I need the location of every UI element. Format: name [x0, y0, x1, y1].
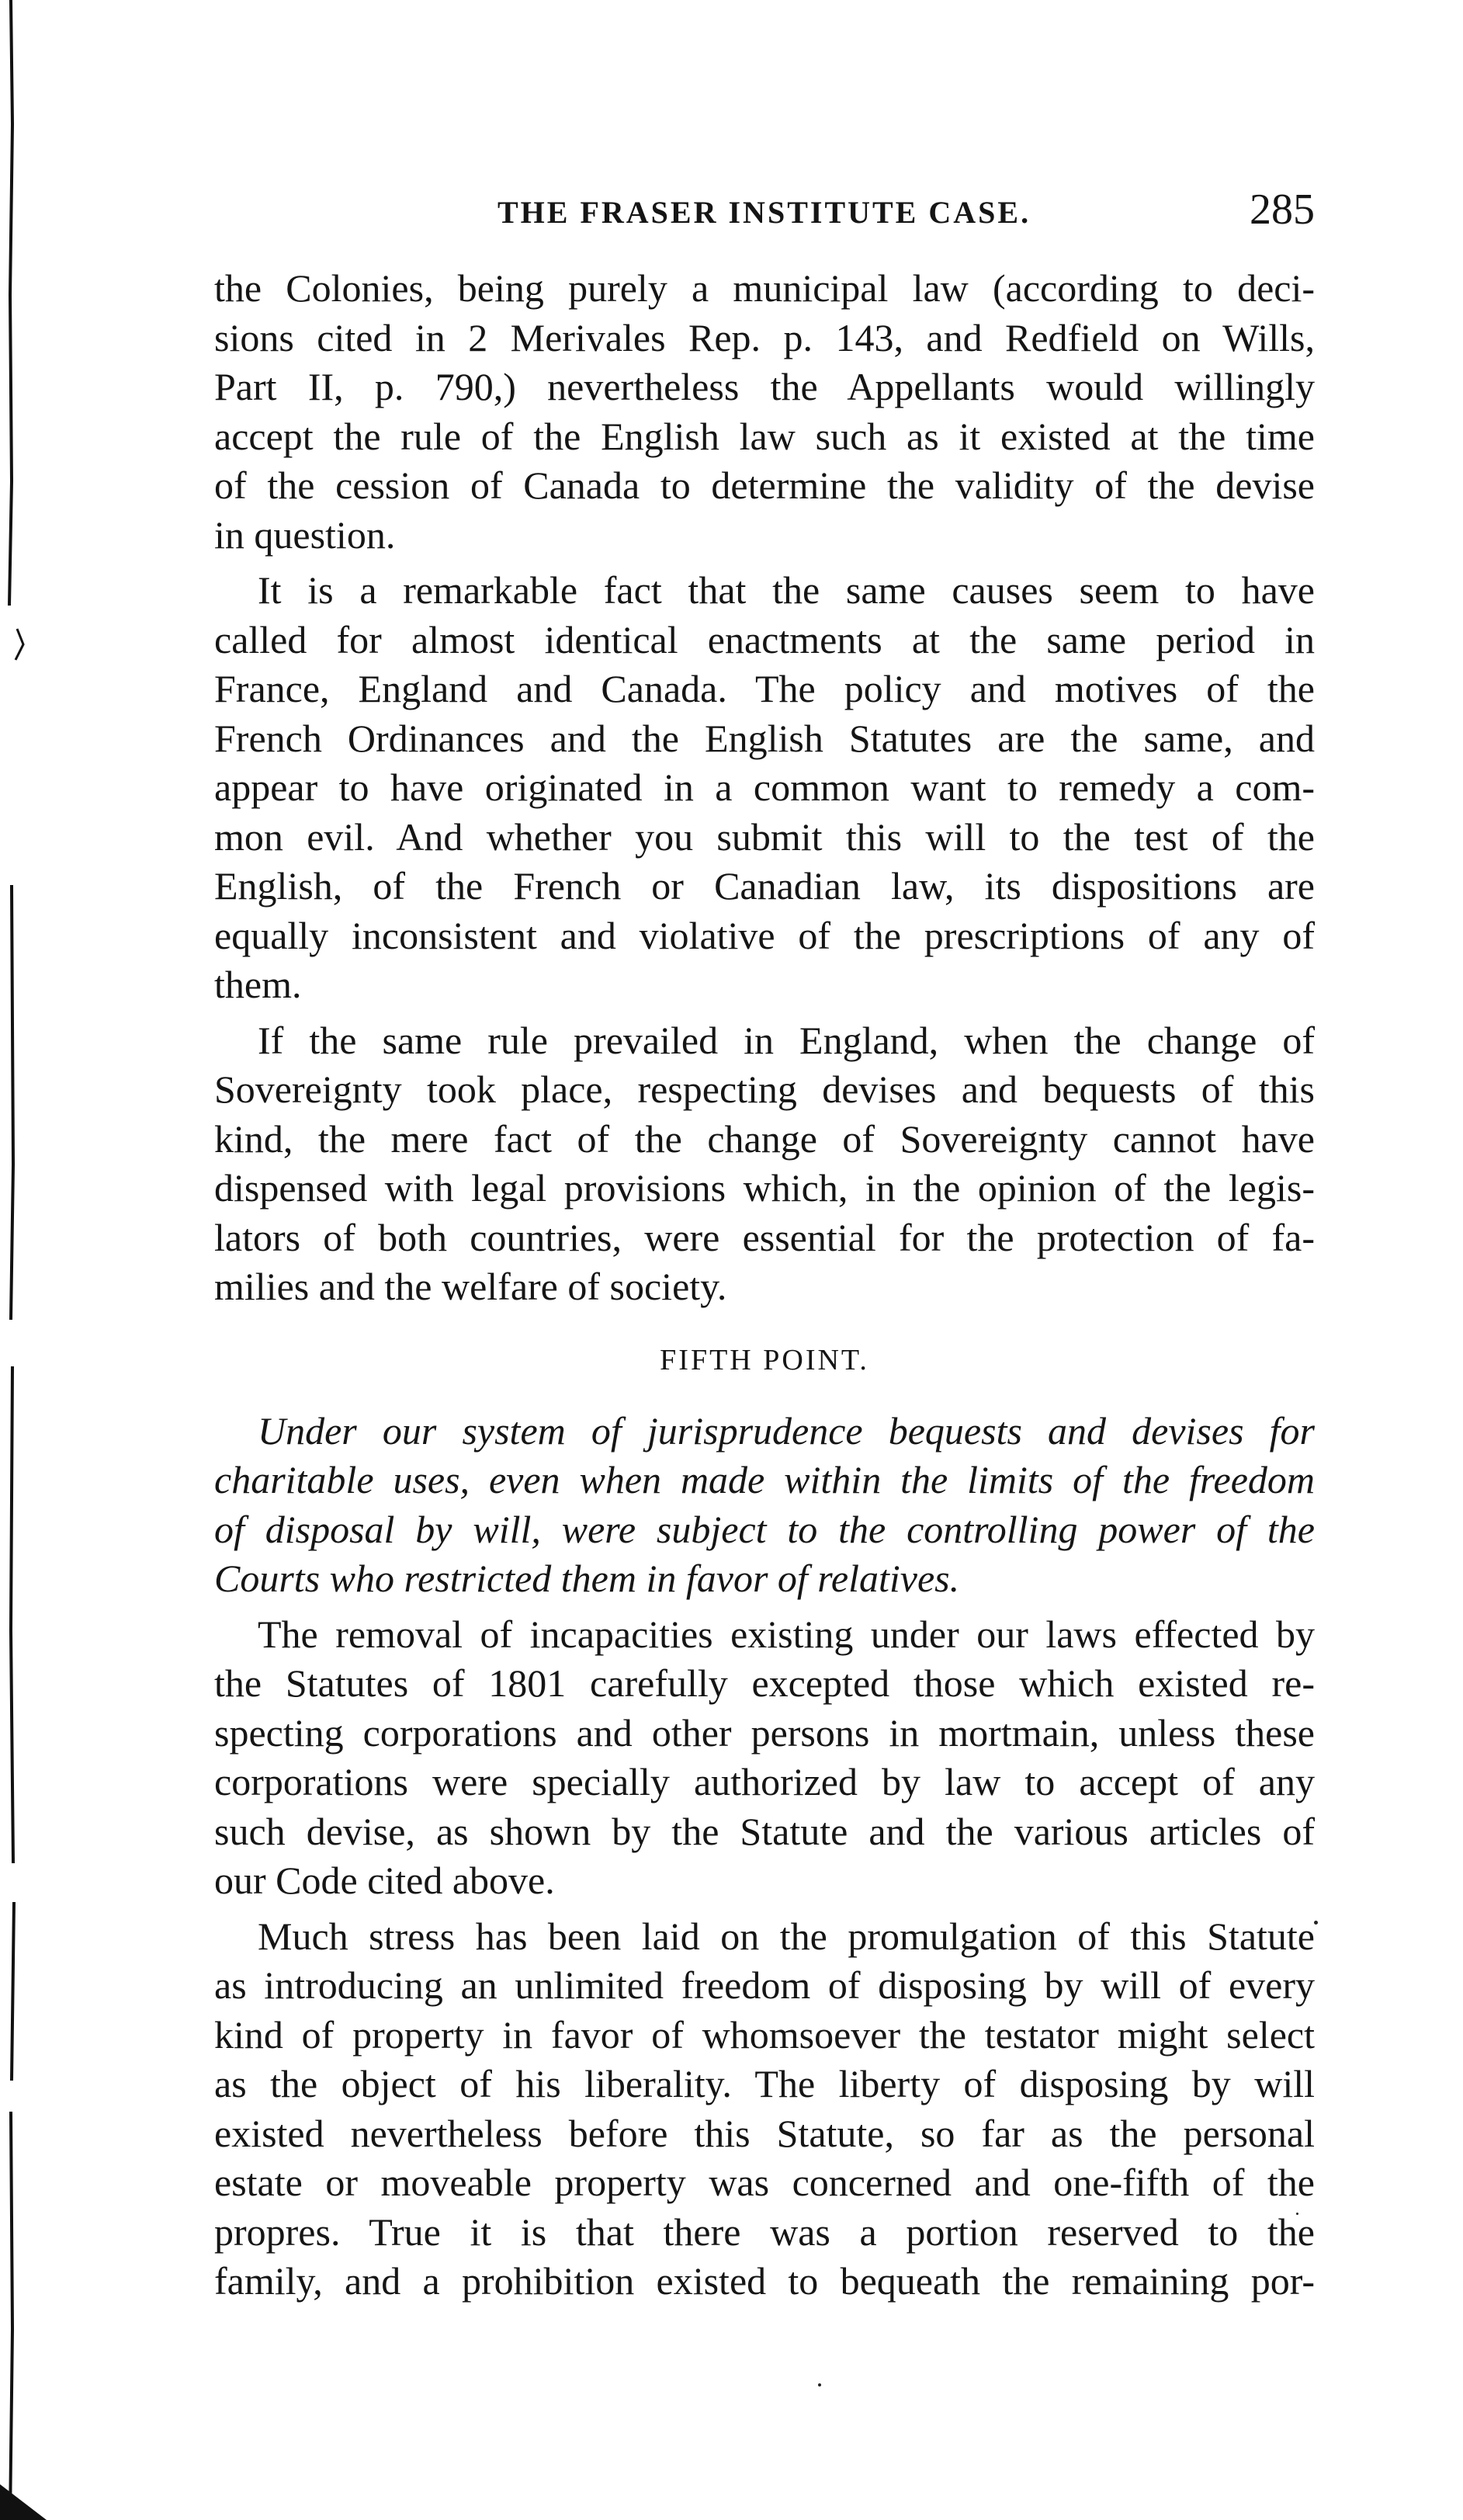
text-line: existed nevertheless before this Statute, so far as the personal [214, 2111, 1315, 2155]
text-line: as introducing an unlimited freedom of disposing by will of every [214, 1963, 1315, 2007]
text-line: lators of both countries, were essential for the protection of fa- [214, 1215, 1315, 1259]
running-title: THE FRASER INSTITUTE CASE. [497, 195, 1031, 230]
section-heading: FIFTH POINT. [660, 1343, 869, 1376]
page-number: 285 [1250, 186, 1315, 234]
text-line: our Code cited above. [214, 1859, 555, 1902]
paragraph [214, 1016, 1315, 1312]
italic-summary [214, 1407, 1315, 1604]
paragraph [214, 264, 1315, 560]
text-line: accept the rule of the English law such as it existed at the time [214, 414, 1315, 458]
text-line: equally inconsistent and violative of the prescriptions of any of [214, 913, 1315, 957]
text-line: English, of the French or Canadian law, its dispositions are [214, 864, 1315, 908]
text-line: dispensed with legal provisions which, in the opinion of the legis- [214, 1166, 1315, 1210]
text-line: propres. True it is that there was a portion reserved to the [214, 2209, 1315, 2254]
text-line: kind, the mere fact of the change of Sovereignty cannot have [214, 1116, 1315, 1161]
text-line: them. [214, 963, 302, 1006]
text-line: as the object of his liberality. The liberty of disposing by will [214, 2062, 1315, 2105]
text-line: in question. [214, 512, 396, 557]
text-line: charitable uses, even when made within the limits of the freedom [214, 1458, 1315, 1501]
binding-edge [0, 0, 47, 2520]
text-line: Part II, p. 790,) nevertheless the Appellants would willingly [214, 365, 1315, 408]
text-line: called for almost identical enactments at the same period in [214, 617, 1315, 661]
page-body [214, 264, 1315, 2307]
text-line: mon evil. And whether you submit this will to the test of the [214, 814, 1315, 859]
text-line: The removal of incapacities existing under our laws effected by [258, 1612, 1315, 1656]
text-line: corporations were specially authorized by law to accept of any [214, 1760, 1315, 1803]
text-line: France, England and Canada. The policy and motives of the [214, 667, 1315, 710]
text-line: It is a remarkable fact that the same causes seem to have [258, 568, 1315, 612]
text-line: of disposal by will, were subject to the controlling power of the [214, 1507, 1315, 1551]
text-line: If the same rule prevailed in England, when the change of [258, 1018, 1315, 1062]
text-line: family, and a prohibition existed to bequeath the remaining por- [214, 2259, 1315, 2303]
text-line: milies and the welfare of society. [214, 1265, 727, 1308]
text-line: of the cession of Canada to determine the validity of the devise [214, 463, 1315, 507]
text-line: such devise, as shown by the Statute and the various articles of [214, 1809, 1315, 1853]
text-line: Courts who restricted them in favor of relatives. [214, 1557, 960, 1600]
text-line: specting corporations and other persons in mortmain, unless these [214, 1710, 1315, 1755]
paragraph [214, 1912, 1315, 2307]
paragraph [214, 1610, 1315, 1906]
text-line: kind of property in favor of whomsoever the testator might select [214, 2012, 1315, 2057]
text-line: Much stress has been laid on the promulgation of this Statute [258, 1914, 1315, 1958]
text-line: Under our system of jurisprudence bequests and devises for [258, 1408, 1315, 1453]
text-line: appear to have originated in a common want to remedy a com- [214, 765, 1315, 809]
text-line: estate or moveable property was concerned and one-fifth of the [214, 2161, 1315, 2204]
paragraph [214, 566, 1315, 1010]
text-line: the Colonies, being purely a municipal law (according to deci- [214, 266, 1315, 310]
text-line: Sovereignty took place, respecting devises and bequests of this [214, 1067, 1315, 1111]
text-line: sions cited in 2 Merivales Rep. p. 143, and Redfield on Wills, [214, 315, 1315, 359]
running-head [214, 179, 1315, 241]
text-line: French Ordinances and the English Statutes are the same, and [214, 716, 1315, 760]
text-line: the Statutes of 1801 carefully excepted those which existed re- [214, 1661, 1315, 1705]
